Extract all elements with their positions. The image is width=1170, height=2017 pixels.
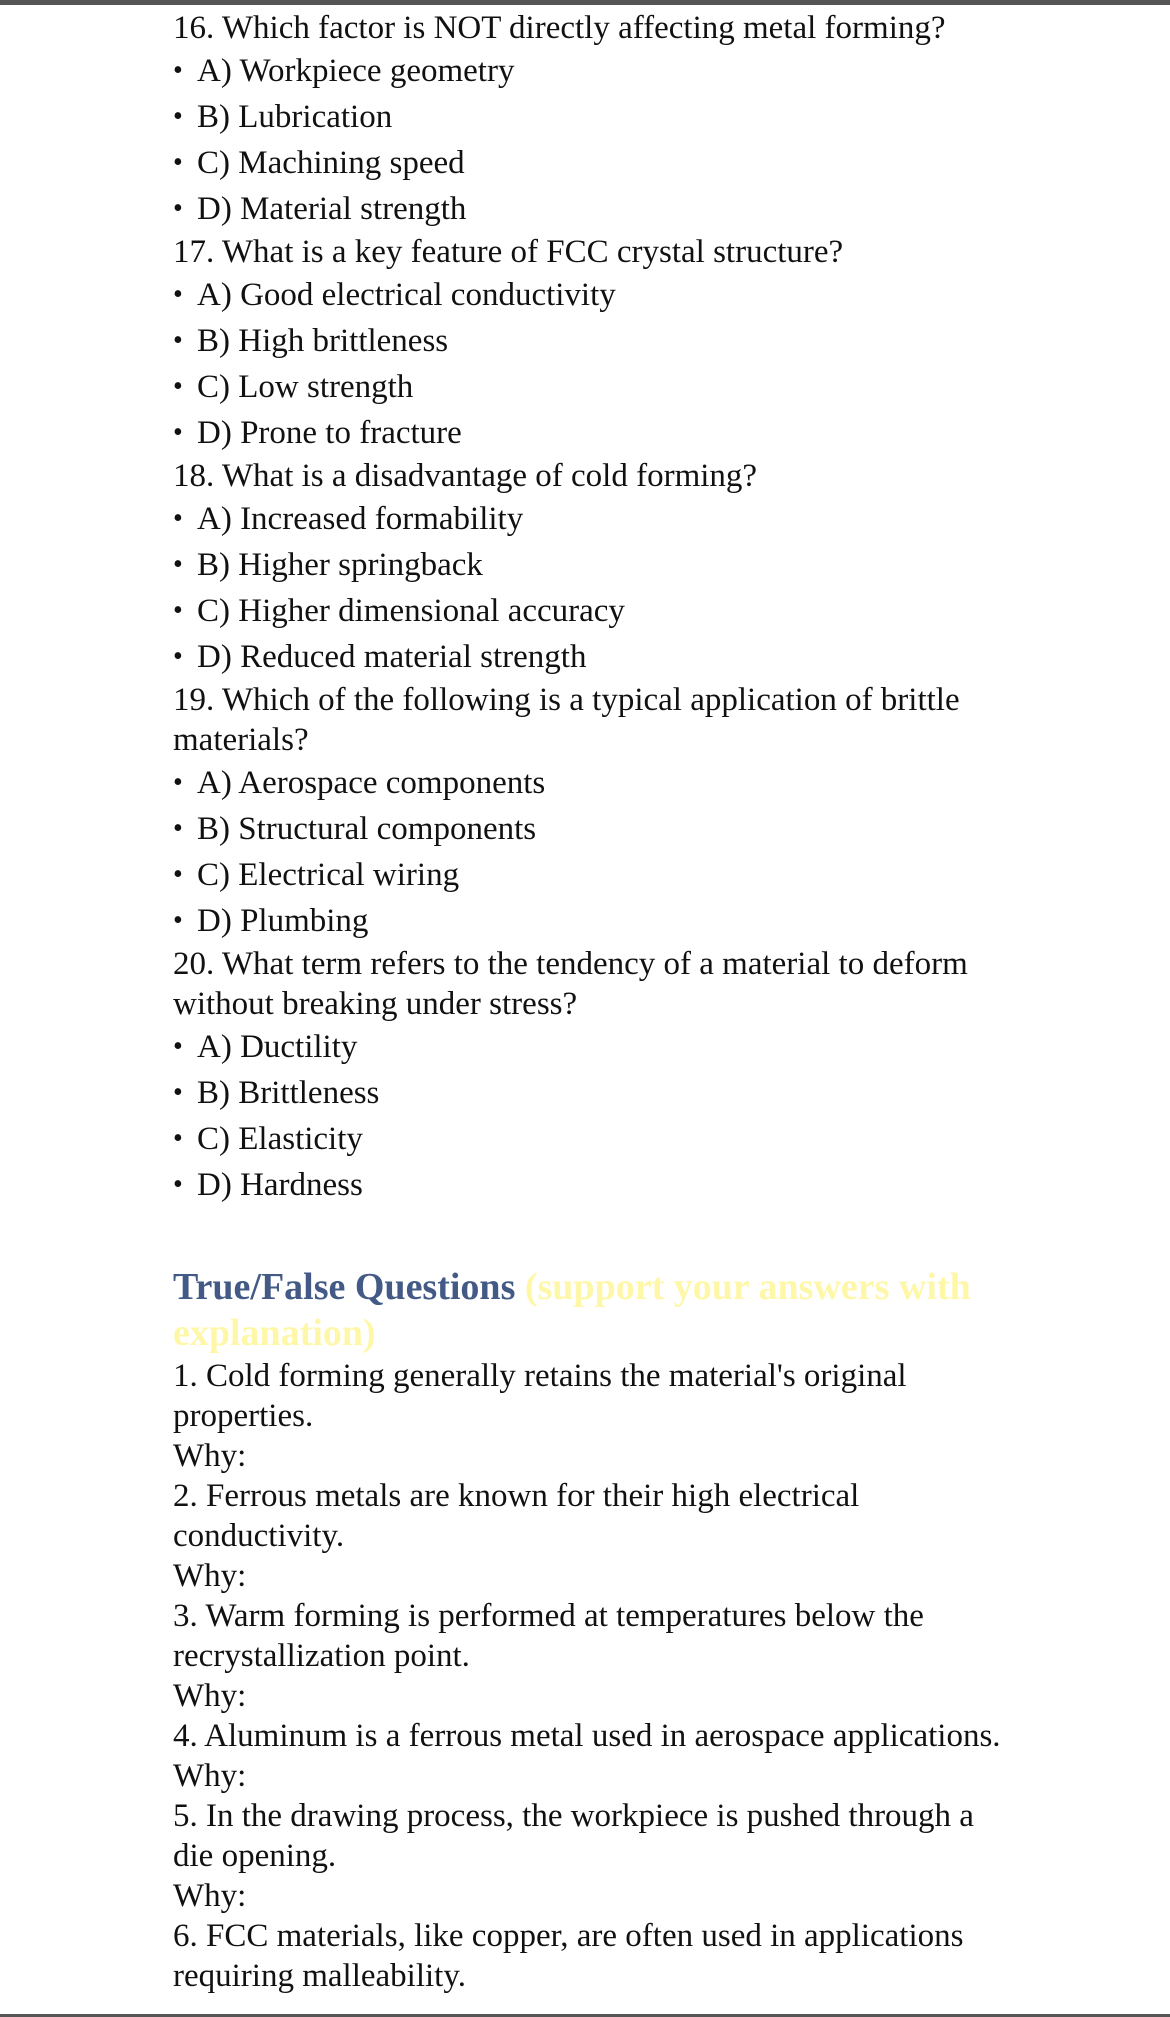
options-list — [173, 48, 1013, 232]
heading-note: (support your answers with explanation) — [173, 1266, 971, 1354]
bullet-icon: • — [173, 1169, 183, 1200]
statement-text: 1. Cold forming generally retains the material's original properties. — [173, 1358, 907, 1434]
mcq-question-19 — [173, 680, 1013, 944]
bullet-icon: • — [173, 595, 183, 626]
option-text: D) Plumbing — [197, 903, 369, 939]
option-c — [173, 364, 1013, 410]
option-d — [173, 410, 1013, 456]
bullet-icon: • — [173, 193, 183, 224]
option-d — [173, 186, 1013, 232]
bullet-icon: • — [173, 101, 183, 132]
why-label: Why: — [173, 1678, 247, 1714]
option-text: A) Workpiece geometry — [197, 53, 515, 89]
bullet-icon: • — [173, 325, 183, 356]
statement-text: 3. Warm forming is performed at temperatures below the recrystallization point. — [173, 1598, 924, 1674]
option-text: D) Reduced material strength — [197, 639, 587, 675]
heading-title: True/False Questions — [173, 1266, 516, 1308]
option-text: D) Material strength — [197, 191, 467, 227]
option-d — [173, 898, 1013, 944]
mcq-question-18 — [173, 456, 1013, 680]
option-a — [173, 1024, 1013, 1070]
bullet-icon: • — [173, 55, 183, 86]
true-false-heading — [173, 1264, 1013, 1356]
top-border — [0, 0, 1170, 5]
option-c — [173, 852, 1013, 898]
options-list — [173, 1024, 1013, 1208]
option-b — [173, 542, 1013, 588]
bullet-icon: • — [173, 417, 183, 448]
mcq-question-20 — [173, 944, 1013, 1208]
option-d — [173, 1162, 1013, 1208]
question-text: 20. What term refers to the tendency of a material to deform without breaking under stress? — [173, 946, 968, 1022]
option-text: C) Machining speed — [197, 145, 465, 181]
question-text: 19. Which of the following is a typical application of brittle materials? — [173, 682, 960, 758]
options-list — [173, 272, 1013, 456]
question-text: 18. What is a disadvantage of cold forming? — [173, 458, 758, 494]
option-text: C) Low strength — [197, 369, 414, 405]
option-c — [173, 1116, 1013, 1162]
option-b — [173, 1070, 1013, 1116]
option-text: C) Higher dimensional accuracy — [197, 593, 625, 629]
option-a — [173, 496, 1013, 542]
option-text: B) Structural components — [197, 811, 537, 847]
tf-item-3 — [173, 1596, 1013, 1716]
why-label: Why: — [173, 1878, 247, 1914]
bullet-icon: • — [173, 371, 183, 402]
option-c — [173, 588, 1013, 634]
mcq-question-17 — [173, 232, 1013, 456]
bullet-icon: • — [173, 503, 183, 534]
option-text: B) Higher springback — [197, 547, 483, 583]
option-c — [173, 140, 1013, 186]
option-b — [173, 806, 1013, 852]
option-text: D) Hardness — [197, 1167, 363, 1203]
tf-item-2 — [173, 1476, 1013, 1596]
why-label: Why: — [173, 1438, 247, 1474]
option-text: A) Good electrical conductivity — [197, 277, 616, 313]
option-text: C) Elasticity — [197, 1121, 363, 1157]
question-text: 17. What is a key feature of FCC crystal structure? — [173, 234, 844, 270]
option-b — [173, 94, 1013, 140]
bullet-icon: • — [173, 147, 183, 178]
question-text: 16. Which factor is NOT directly affecting metal forming? — [173, 10, 946, 46]
option-text: A) Ductility — [197, 1029, 358, 1065]
option-text: C) Electrical wiring — [197, 857, 460, 893]
option-b — [173, 318, 1013, 364]
statement-text: 4. Aluminum is a ferrous metal used in aerospace applications. — [173, 1718, 1001, 1754]
option-d — [173, 634, 1013, 680]
bullet-icon: • — [173, 905, 183, 936]
option-a — [173, 272, 1013, 318]
bullet-icon: • — [173, 1031, 183, 1062]
tf-item-4 — [173, 1716, 1013, 1796]
option-a — [173, 760, 1013, 806]
why-label: Why: — [173, 1758, 247, 1794]
tf-item-1 — [173, 1356, 1013, 1476]
bullet-icon: • — [173, 859, 183, 890]
option-text: A) Aerospace components — [197, 765, 546, 801]
document-content — [173, 8, 1013, 1996]
option-text: A) Increased formability — [197, 501, 524, 537]
options-list — [173, 496, 1013, 680]
statement-text: 5. In the drawing process, the workpiece is pushed through a die opening. — [173, 1798, 974, 1874]
tf-item-5 — [173, 1796, 1013, 1916]
option-text: B) High brittleness — [197, 323, 449, 359]
option-text: D) Prone to fracture — [197, 415, 462, 451]
bullet-icon: • — [173, 279, 183, 310]
option-text: B) Brittleness — [197, 1075, 380, 1111]
bullet-icon: • — [173, 1123, 183, 1154]
bullet-icon: • — [173, 1077, 183, 1108]
bullet-icon: • — [173, 767, 183, 798]
mcq-question-16 — [173, 8, 1013, 232]
why-label: Why: — [173, 1558, 247, 1594]
tf-item-6 — [173, 1916, 1013, 1996]
bullet-icon: • — [173, 549, 183, 580]
statement-text: 2. Ferrous metals are known for their high electrical conductivity. — [173, 1478, 860, 1554]
bullet-icon: • — [173, 641, 183, 672]
options-list — [173, 760, 1013, 944]
bullet-icon: • — [173, 813, 183, 844]
option-text: B) Lubrication — [197, 99, 393, 135]
option-a — [173, 48, 1013, 94]
statement-text: 6. FCC materials, like copper, are often used in applications requiring malleability. — [173, 1918, 964, 1994]
